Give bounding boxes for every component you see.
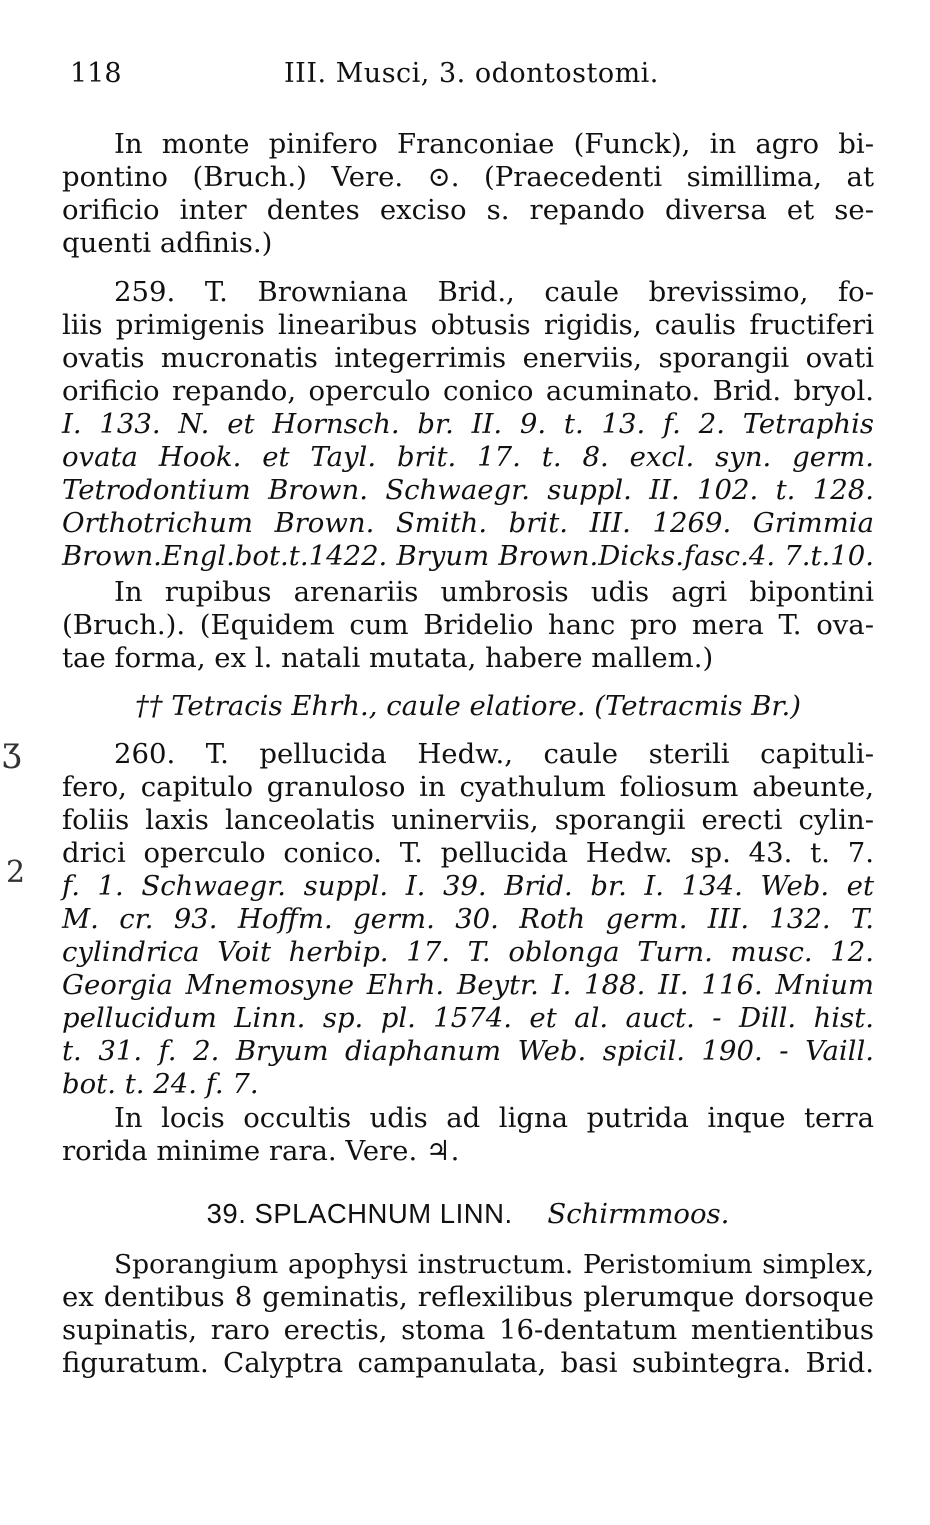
text-line: Tetrodontium Brown. Schwaegr. suppl. II. 102. t. 128. [62,474,874,506]
text-line: f. 1. Schwaegr. suppl. I. 39. Brid. br. I. 134. Web. et [62,870,874,902]
text-line: t. 31. f. 2. Bryum diaphanum Web. spicil. 190. - Vaill. [62,1035,874,1067]
text-line: In monte pinifero Franconiae (Funck), in agro bi- [114,128,874,160]
text-line: foliis laxis lanceolatis uninerviis, sporangii erecti cylin- [62,804,874,836]
text-line: orificio repando, operculo conico acuminato. Brid. bryol. [62,375,874,407]
text-line: liis primigenis linearibus obtusis rigidis, caulis fructiferi [62,309,874,341]
text-line: cylindrica Voit herbip. 17. T. oblonga Turn. musc. 12. [62,936,874,968]
text-line: ex dentibus 8 geminatis, reflexilibus plerumque dorsoque [62,1281,874,1313]
species-259-habitat [62,576,874,675]
species-260-description [62,738,874,1101]
text-line: quenti adfinis.) [62,227,273,259]
text-line: tae forma, ex l. natali mutata, habere mallem.) [62,642,714,674]
text-line: In rupibus arenariis umbrosis udis agri bipontini [114,576,874,608]
text-line: ovatis mucronatis integerrimis enerviis, sporangii ovati [62,342,874,374]
margin-annotation: ʒ [2,730,22,770]
text-line: drici operculo conico. T. pellucida Hedw. sp. 43. t. 7. [62,837,874,869]
text-line: In locis occultis udis ad ligna putrida inque terra [114,1102,874,1134]
text-line: 259. T. Browniana Brid., caule brevissimo, fo- [114,276,874,308]
text-line: (Bruch.). (Equidem cum Bridelio hanc pro mera T. ova- [62,609,874,641]
text-line: Sporangium apophysi instructum. Peristomium simplex, [114,1249,874,1280]
subsection-heading [62,690,874,723]
text-line: 260. T. pellucida Hedw., caule sterili capituli- [114,738,874,770]
species-260-habitat [62,1102,874,1168]
text-line: supinatis, raro erectis, stoma 16-dentatum mentientibus [62,1314,874,1346]
text-line: fero, capitulo granuloso in cyathulum foliosum abeunte, [62,771,874,803]
text-line: I. 133. N. et Hornsch. br. II. 9. t. 13. f. 2. Tetraphis [62,408,874,440]
genus-title: 39. SPLACHNUM LINN. [206,1198,513,1229]
page-number: 118 [70,58,122,89]
text-line: orificio inter dentes exciso s. repando diversa et se- [62,194,874,226]
habitat-paragraph-preceding [62,128,874,260]
text-line: Georgia Mnemosyne Ehrh. Beytr. I. 188. II. 116. Mnium [62,969,874,1001]
genus-heading [62,1198,874,1230]
text-line: Orthotrichum Brown. Smith. brit. III. 1269. Grimmia [62,507,874,539]
subsection-heading-text: †† Tetracis Ehrh., caule elatiore. (Tetracmis Br.) [134,690,802,722]
text-line: Brown.Engl.bot.t.1422. Bryum Brown.Dicks.fasc.4. 7.t.10. [62,540,874,572]
margin-annotation: 2 [6,855,26,890]
text-line: bot. t. 24. f. 7. [62,1068,259,1100]
text-line: pontino (Bruch.) Vere. ⊙. (Praecedenti simillima, at [62,161,874,193]
species-259-description [62,276,874,573]
text-line: figuratum. Calyptra campanulata, basi subintegra. Brid. [62,1347,874,1379]
running-title: III. Musci, 3. odontostomi. [284,58,659,89]
genus-german-name: Schirmmoos. [547,1198,730,1230]
text-line: ovata Hook. et Tayl. brit. 17. t. 8. excl. syn. germ. [62,441,874,473]
genus-description [62,1248,874,1380]
text-line: pellucidum Linn. sp. pl. 1574. et al. auct. - Dill. hist. [62,1002,874,1034]
text-line: rorida minime rara. Vere. ♃. [62,1135,460,1167]
text-line: M. cr. 93. Hoffm. germ. 30. Roth germ. III. 132. T. [62,903,874,935]
